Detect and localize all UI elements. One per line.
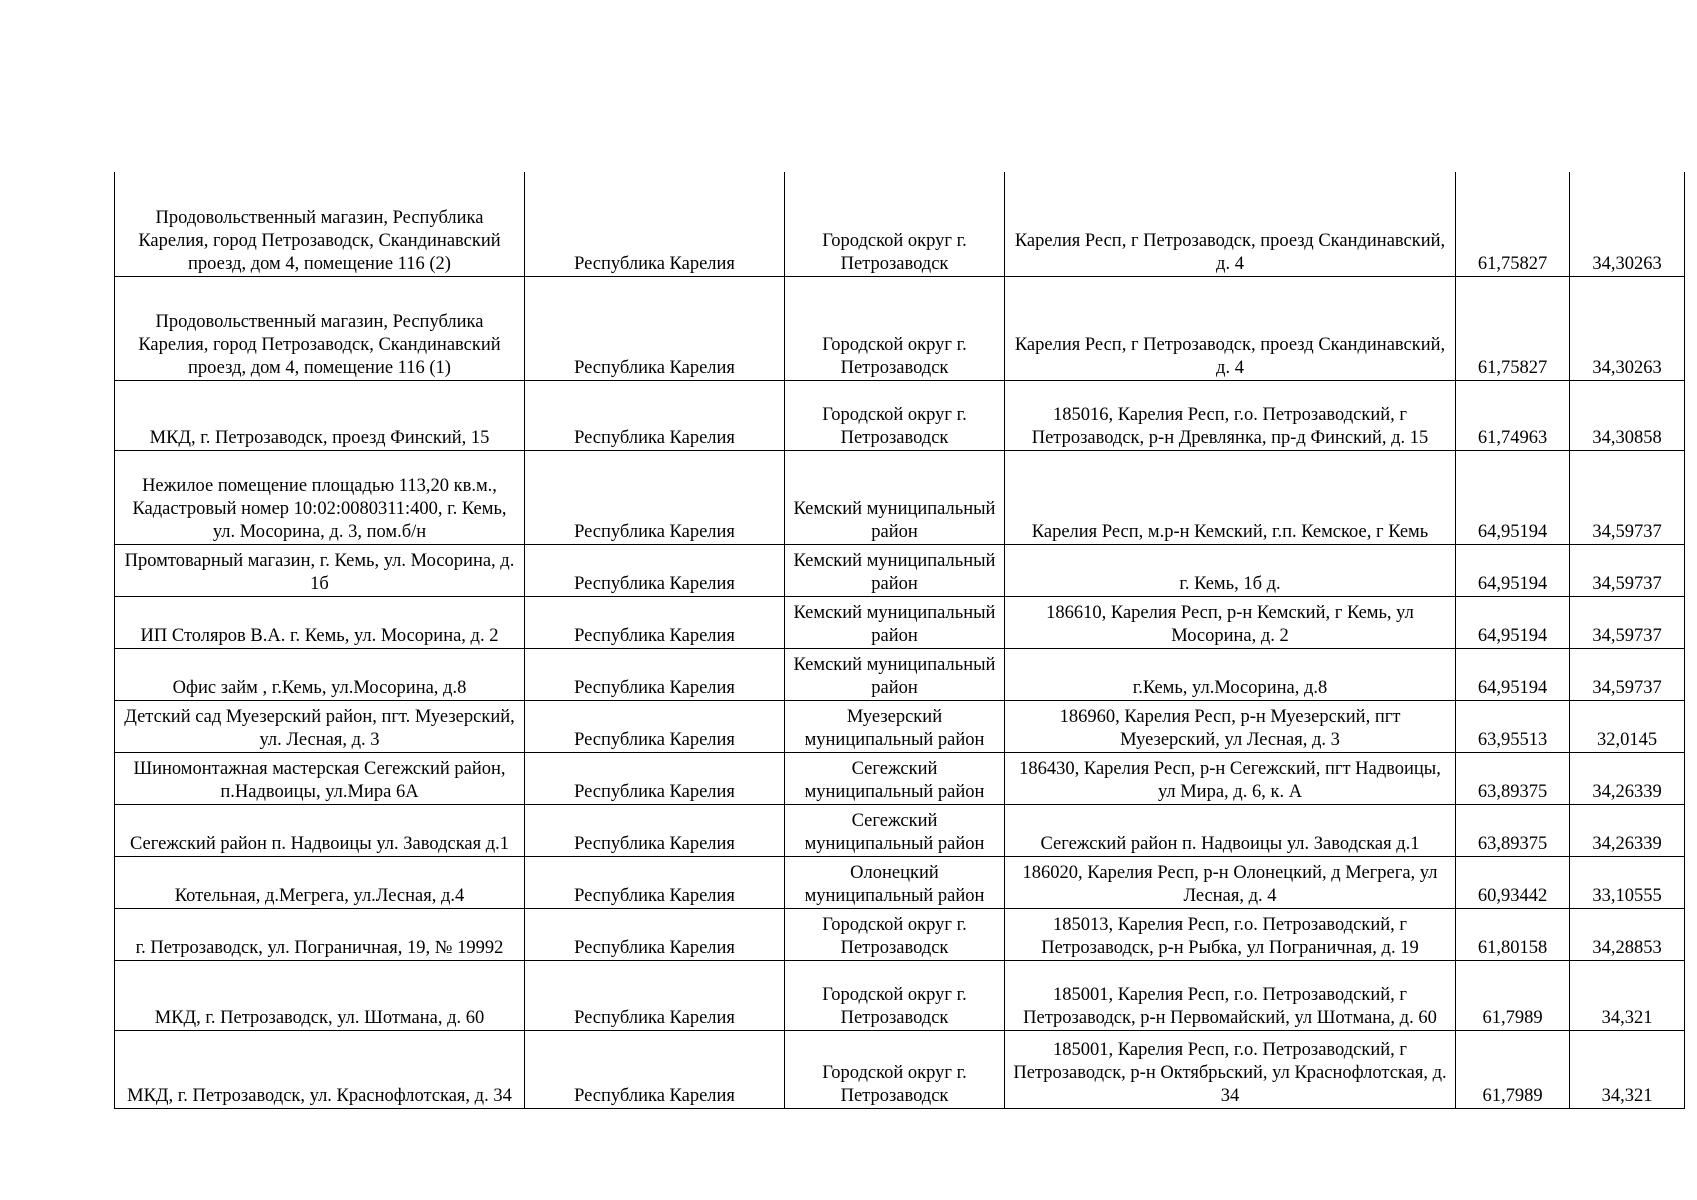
municipality-cell: Городской округ г. Петрозаводск [785, 1030, 1005, 1108]
address-cell: г. Кемь, 1б д. [1005, 544, 1456, 596]
municipality-cell: Городской округ г. Петрозаводск [785, 908, 1005, 960]
address-cell: г.Кемь, ул.Мосорина, д.8 [1005, 648, 1456, 700]
objects-table [114, 172, 1685, 1109]
latitude-cell: 63,89375 [1456, 752, 1570, 804]
table-row [115, 450, 1685, 544]
region-cell: Республика Карелия [525, 804, 785, 856]
municipality-cell: Городской округ г. Петрозаводск [785, 960, 1005, 1030]
latitude-cell: 61,75827 [1456, 172, 1570, 276]
longitude-cell: 33,10555 [1570, 856, 1685, 908]
municipality-cell: Кемский муниципальный район [785, 450, 1005, 544]
object-name-cell: МКД, г. Петрозаводск, ул. Шотмана, д. 60 [115, 960, 525, 1030]
object-name-cell: Промтоварный магазин, г. Кемь, ул. Мосорина, д. 1б [115, 544, 525, 596]
municipality-cell: Городской округ г. Петрозаводск [785, 172, 1005, 276]
address-cell: Карелия Респ, м.р-н Кемский, г.п. Кемское, г Кемь [1005, 450, 1456, 544]
table-body [115, 172, 1685, 1108]
latitude-cell: 61,74963 [1456, 380, 1570, 450]
region-cell: Республика Карелия [525, 172, 785, 276]
region-cell: Республика Карелия [525, 380, 785, 450]
latitude-cell: 61,7989 [1456, 1030, 1570, 1108]
longitude-cell: 34,59737 [1570, 450, 1685, 544]
object-name-cell: Шиномонтажная мастерская Сегежский район, п.Надвоицы, ул.Мира 6А [115, 752, 525, 804]
table-row [115, 276, 1685, 380]
municipality-cell: Муезерский муниципальный район [785, 700, 1005, 752]
latitude-cell: 61,80158 [1456, 908, 1570, 960]
region-cell: Республика Карелия [525, 1030, 785, 1108]
table-row [115, 700, 1685, 752]
latitude-cell: 64,95194 [1456, 450, 1570, 544]
municipality-cell: Сегежский муниципальный район [785, 804, 1005, 856]
latitude-cell: 63,95513 [1456, 700, 1570, 752]
address-cell: 186430, Карелия Респ, р-н Сегежский, пгт Надвоицы, ул Мира, д. 6, к. А [1005, 752, 1456, 804]
address-cell: 186610, Карелия Респ, р-н Кемский, г Кемь, ул Мосорина, д. 2 [1005, 596, 1456, 648]
address-cell: Сегежский район п. Надвоицы ул. Заводская д.1 [1005, 804, 1456, 856]
region-cell: Республика Карелия [525, 276, 785, 380]
latitude-cell: 61,75827 [1456, 276, 1570, 380]
address-cell: 185001, Карелия Респ, г.о. Петрозаводский, г Петрозаводск, р-н Первомайский, ул Шотмана, д. 60 [1005, 960, 1456, 1030]
table-row [115, 596, 1685, 648]
municipality-cell: Кемский муниципальный район [785, 544, 1005, 596]
longitude-cell: 34,59737 [1570, 596, 1685, 648]
longitude-cell: 34,30263 [1570, 172, 1685, 276]
region-cell: Республика Карелия [525, 700, 785, 752]
address-cell: 186020, Карелия Респ, р-н Олонецкий, д Мегрега, ул Лесная, д. 4 [1005, 856, 1456, 908]
municipality-cell: Кемский муниципальный район [785, 596, 1005, 648]
region-cell: Республика Карелия [525, 596, 785, 648]
longitude-cell: 34,28853 [1570, 908, 1685, 960]
longitude-cell: 34,30858 [1570, 380, 1685, 450]
object-name-cell: ИП Столяров В.А. г. Кемь, ул. Мосорина, д. 2 [115, 596, 525, 648]
region-cell: Республика Карелия [525, 648, 785, 700]
address-cell: 185013, Карелия Респ, г.о. Петрозаводский, г Петрозаводск, р-н Рыбка, ул Пограничная, д. 19 [1005, 908, 1456, 960]
latitude-cell: 60,93442 [1456, 856, 1570, 908]
longitude-cell: 34,59737 [1570, 544, 1685, 596]
object-name-cell: Нежилое помещение площадью 113,20 кв.м., Кадастровый номер 10:02:0080311:400, г. Кемь, ул. Мосорина, д. 3, пом.б/н [115, 450, 525, 544]
object-name-cell: Детский сад Муезерский район, пгт. Муезерский, ул. Лесная, д. 3 [115, 700, 525, 752]
latitude-cell: 64,95194 [1456, 648, 1570, 700]
municipality-cell: Городской округ г. Петрозаводск [785, 380, 1005, 450]
address-cell: 185016, Карелия Респ, г.о. Петрозаводский, г Петрозаводск, р-н Древлянка, пр-д Финский, д. 15 [1005, 380, 1456, 450]
region-cell: Республика Карелия [525, 908, 785, 960]
object-name-cell: Котельная, д.Мегрега, ул.Лесная, д.4 [115, 856, 525, 908]
longitude-cell: 32,0145 [1570, 700, 1685, 752]
object-name-cell: Офис займ , г.Кемь, ул.Мосорина, д.8 [115, 648, 525, 700]
table-row [115, 172, 1685, 276]
region-cell: Республика Карелия [525, 856, 785, 908]
longitude-cell: 34,26339 [1570, 752, 1685, 804]
address-cell: Карелия Респ, г Петрозаводск, проезд Скандинавский, д. 4 [1005, 172, 1456, 276]
object-name-cell: МКД, г. Петрозаводск, проезд Финский, 15 [115, 380, 525, 450]
region-cell: Республика Карелия [525, 544, 785, 596]
address-cell: 186960, Карелия Респ, р-н Муезерский, пгт Муезерский, ул Лесная, д. 3 [1005, 700, 1456, 752]
municipality-cell: Олонецкий муниципальный район [785, 856, 1005, 908]
table-row [115, 648, 1685, 700]
address-cell: Карелия Респ, г Петрозаводск, проезд Скандинавский, д. 4 [1005, 276, 1456, 380]
table-row [115, 804, 1685, 856]
municipality-cell: Сегежский муниципальный район [785, 752, 1005, 804]
municipality-cell: Кемский муниципальный район [785, 648, 1005, 700]
region-cell: Республика Карелия [525, 450, 785, 544]
table-row [115, 908, 1685, 960]
object-name-cell: Продовольственный магазин, Республика Карелия, город Петрозаводск, Скандинавский проезд, дом 4, помещение 116 (2) [115, 172, 525, 276]
longitude-cell: 34,30263 [1570, 276, 1685, 380]
latitude-cell: 64,95194 [1456, 596, 1570, 648]
latitude-cell: 63,89375 [1456, 804, 1570, 856]
object-name-cell: Продовольственный магазин, Республика Карелия, город Петрозаводск, Скандинавский проезд, дом 4, помещение 116 (1) [115, 276, 525, 380]
table-row [115, 544, 1685, 596]
object-name-cell: Сегежский район п. Надвоицы ул. Заводская д.1 [115, 804, 525, 856]
region-cell: Республика Карелия [525, 960, 785, 1030]
longitude-cell: 34,321 [1570, 1030, 1685, 1108]
table-row [115, 380, 1685, 450]
longitude-cell: 34,321 [1570, 960, 1685, 1030]
longitude-cell: 34,26339 [1570, 804, 1685, 856]
latitude-cell: 61,7989 [1456, 960, 1570, 1030]
object-name-cell: г. Петрозаводск, ул. Пограничная, 19, № 19992 [115, 908, 525, 960]
latitude-cell: 64,95194 [1456, 544, 1570, 596]
region-cell: Республика Карелия [525, 752, 785, 804]
object-name-cell: МКД, г. Петрозаводск, ул. Краснофлотская, д. 34 [115, 1030, 525, 1108]
address-cell: 185001, Карелия Респ, г.о. Петрозаводский, г Петрозаводск, р-н Октябрьский, ул Краснофлотская, д. 34 [1005, 1030, 1456, 1108]
table-row [115, 1030, 1685, 1108]
municipality-cell: Городской округ г. Петрозаводск [785, 276, 1005, 380]
table-row [115, 960, 1685, 1030]
table-row [115, 752, 1685, 804]
longitude-cell: 34,59737 [1570, 648, 1685, 700]
table-row [115, 856, 1685, 908]
